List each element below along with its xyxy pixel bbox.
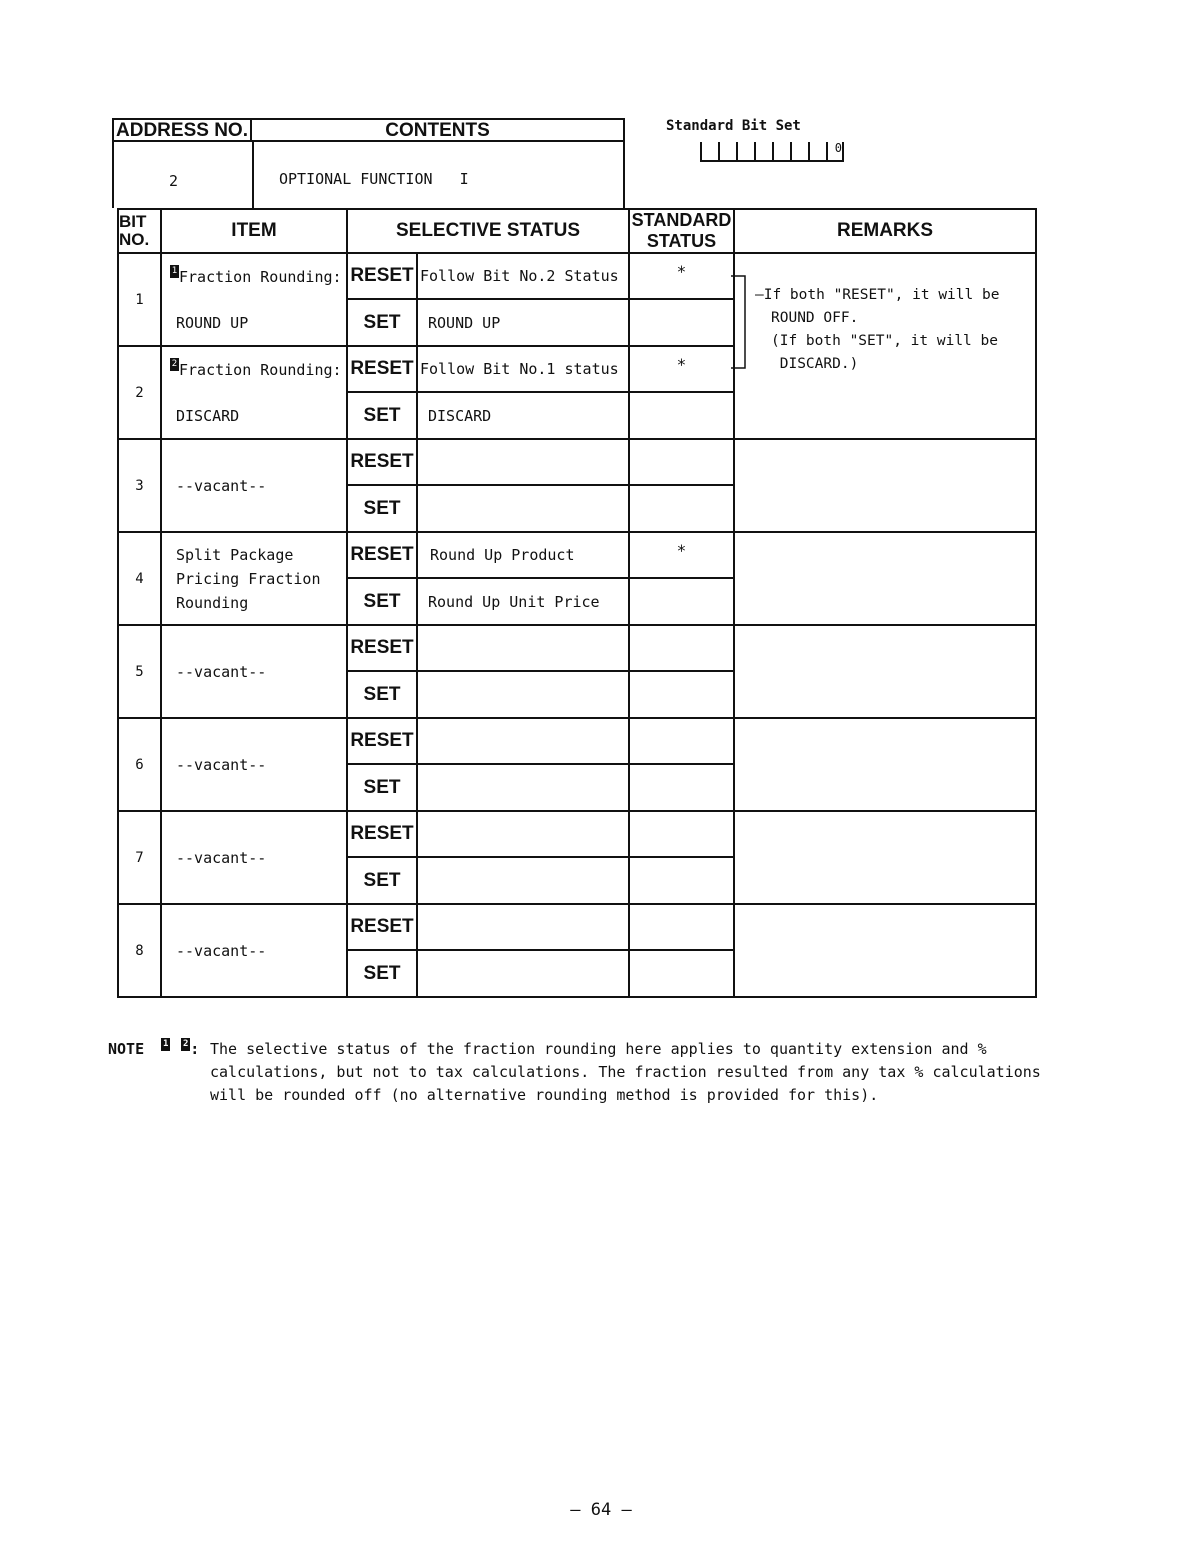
note-label: NOTE 1 2 :	[108, 1039, 200, 1058]
bit-box	[700, 142, 718, 160]
table-row-reset	[118, 718, 1036, 764]
address-value: 2	[169, 172, 179, 190]
item-cell	[161, 904, 347, 997]
reset-status-text	[417, 904, 629, 950]
bit-settings-table	[117, 208, 1037, 998]
remarks-cell	[734, 811, 1036, 904]
bit-box	[772, 142, 790, 160]
contents-value: OPTIONAL FUNCTION I	[279, 170, 469, 188]
note-marker-1: 1	[162, 1039, 169, 1049]
bit-number: 4	[118, 532, 161, 625]
item-header: ITEM	[161, 209, 347, 253]
selective-status-header: SELECTIVE STATUS	[347, 209, 629, 253]
reset-standard-mark	[629, 904, 734, 950]
reset-status-text	[417, 811, 629, 857]
reset-label: RESET	[347, 532, 417, 578]
table-row-reset	[118, 532, 1036, 578]
bit-box: 0	[826, 142, 844, 160]
item-text: --vacant--	[176, 941, 267, 960]
set-label: SET	[347, 671, 417, 718]
bracket-icon	[731, 270, 765, 374]
header-row	[118, 209, 1036, 253]
reset-status-text: Follow Bit No.1 status	[417, 346, 629, 392]
item-title	[171, 265, 346, 289]
bit-no-header: BIT NO.	[118, 209, 161, 253]
remark-line: DISCARD.)	[771, 356, 859, 372]
reset-label: RESET	[347, 811, 417, 857]
reset-label: RESET	[347, 718, 417, 764]
reset-label: RESET	[347, 625, 417, 671]
set-label: SET	[347, 950, 417, 997]
set-status-text	[417, 485, 629, 532]
item-text: --vacant--	[176, 662, 267, 681]
set-standard-mark	[629, 671, 734, 718]
reset-standard-mark: *	[629, 346, 734, 392]
bit-number: 3	[118, 439, 161, 532]
footnote-marker: 1	[171, 265, 178, 276]
remark-line: —If both "RESET", it will be	[755, 287, 1000, 303]
set-label: SET	[347, 485, 417, 532]
bit-box	[808, 142, 826, 160]
reset-standard-mark: *	[629, 253, 734, 299]
remarks-cell	[734, 439, 1036, 532]
address-contents-box	[112, 118, 625, 208]
reset-status-text	[417, 625, 629, 671]
set-label: SET	[347, 392, 417, 439]
table-row-reset	[118, 253, 1036, 299]
table-row-reset	[118, 904, 1036, 950]
set-standard-mark	[629, 857, 734, 904]
item-line: ROUND UP	[176, 313, 249, 332]
item-line: DISCARD	[176, 406, 240, 425]
set-status-text	[417, 857, 629, 904]
note-label-text: NOTE	[108, 1040, 145, 1058]
set-standard-mark	[629, 392, 734, 439]
bit-number: 6	[118, 718, 161, 811]
set-label: SET	[347, 578, 417, 625]
table-row-reset	[118, 811, 1036, 857]
reset-label: RESET	[347, 439, 417, 485]
set-label: SET	[347, 764, 417, 811]
note	[108, 1038, 1048, 1107]
note-marker-2: 2	[182, 1039, 189, 1049]
page-number: – 64 –	[570, 1500, 632, 1520]
set-status-text	[417, 671, 629, 718]
item-cell	[161, 439, 347, 532]
reset-status-text	[417, 439, 629, 485]
bit-number: 8	[118, 904, 161, 997]
reset-status-text: Follow Bit No.2 Status	[417, 253, 629, 299]
standard-status-header: STANDARD STATUS	[629, 209, 734, 253]
standard-bit-set-boxes	[700, 142, 844, 162]
reset-standard-mark	[629, 439, 734, 485]
set-status-text	[417, 950, 629, 997]
table-row-reset	[118, 439, 1036, 485]
set-status-text: Round Up Unit Price	[417, 578, 629, 625]
reset-standard-mark: *	[629, 532, 734, 578]
bit-box	[718, 142, 736, 160]
set-status-text	[417, 764, 629, 811]
contents-header: CONTENTS	[252, 120, 623, 142]
reset-label: RESET	[347, 904, 417, 950]
reset-standard-mark	[629, 811, 734, 857]
reset-standard-mark	[629, 625, 734, 671]
remarks-cell	[734, 625, 1036, 718]
remarks-cell	[734, 904, 1036, 997]
reset-label: RESET	[347, 253, 417, 299]
column-divider	[252, 142, 254, 210]
set-status-text: ROUND UP	[417, 299, 629, 346]
set-standard-mark	[629, 485, 734, 532]
footnote-marker: 2	[171, 358, 178, 369]
bit-number: 1	[118, 253, 161, 346]
set-label: SET	[347, 857, 417, 904]
item-cell	[161, 253, 347, 346]
item-text: --vacant--	[176, 476, 267, 495]
item-cell	[161, 625, 347, 718]
standard-bit-set-label: Standard Bit Set	[666, 118, 801, 134]
reset-status-text	[417, 718, 629, 764]
item-cell	[161, 346, 347, 439]
set-label: SET	[347, 299, 417, 346]
item-text: Split Package Pricing Fraction Rounding	[176, 545, 321, 612]
remarks-cell	[734, 718, 1036, 811]
set-standard-mark	[629, 578, 734, 625]
item-text: --vacant--	[176, 755, 267, 774]
reset-status-text: Round Up Product	[417, 532, 629, 578]
table-row-reset	[118, 625, 1036, 671]
item-cell	[161, 532, 347, 625]
remark-line: ROUND OFF.	[771, 310, 859, 326]
bit-number: 7	[118, 811, 161, 904]
reset-label: RESET	[347, 346, 417, 392]
item-line: Fraction Rounding:	[179, 267, 342, 286]
bit-box	[754, 142, 772, 160]
remarks-header: REMARKS	[734, 209, 1036, 253]
reset-standard-mark	[629, 718, 734, 764]
set-standard-mark	[629, 299, 734, 346]
set-standard-mark	[629, 764, 734, 811]
address-no-header: ADDRESS NO.	[114, 120, 252, 142]
item-title	[171, 358, 346, 382]
item-cell	[161, 718, 347, 811]
remarks-cell	[734, 253, 1036, 439]
set-standard-mark	[629, 950, 734, 997]
bit-box	[736, 142, 754, 160]
remarks-cell	[734, 532, 1036, 625]
remark-line: (If both "SET", it will be	[771, 333, 998, 349]
item-text: --vacant--	[176, 848, 267, 867]
note-text: The selective status of the fraction rounding here applies to quantity extension and % calculations, but not to tax calculations. The fraction resulted from any tax % calculations will be rounded off (no alternative rounding method is provided for this).	[210, 1040, 1041, 1104]
bit-number: 5	[118, 625, 161, 718]
item-line: Fraction Rounding:	[179, 360, 342, 379]
set-status-text: DISCARD	[417, 392, 629, 439]
bit-box	[790, 142, 808, 160]
item-cell	[161, 811, 347, 904]
bit-number: 2	[118, 346, 161, 439]
